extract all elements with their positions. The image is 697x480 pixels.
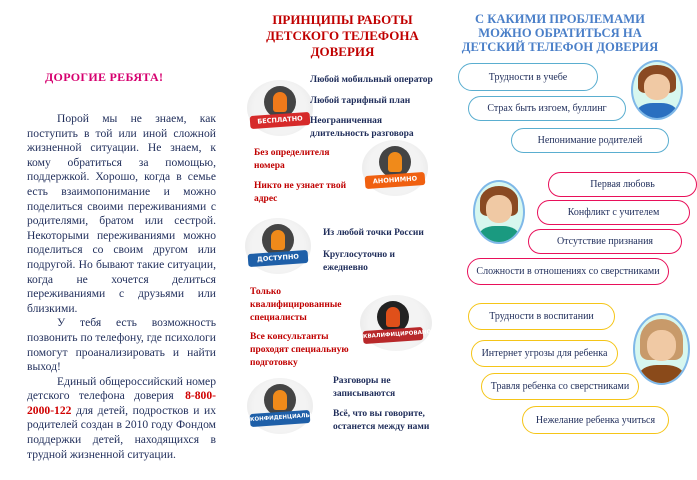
principle-text: Из любой точки России	[323, 228, 424, 238]
paragraph-text: Единый общероссийский номер детского телефона доверия	[27, 374, 216, 403]
problem-pill: Трудности в учебе	[458, 63, 598, 91]
principle-text: Любой мобильный оператор	[310, 75, 433, 85]
paragraph-text: для детей, подростков и их родителей создан в 2010 году Фондом поддержки детей, находящихся в трудной жизненной ситуации.	[27, 403, 217, 461]
paragraph: Порой мы не знаем, как поступить в той или иной сложной жизненной ситуации. Не знаем, к кому обратиться за помощью, поддержкой. Хорошо, когда в семье есть взаимопонимание и можно поделиться своими переживаниями с родителями, братом или сестрой. Некоторыми переживаниями можно поделиться со своим другом или подругой. Но бывают такие ситуации, когда не хочется делиться переживаниями с друзьями или близкими.	[27, 112, 216, 315]
principle-text: Всё, что вы говорите, останется между нами	[333, 409, 430, 432]
problems-title: С КАКИМИ ПРОБЛЕМАМИ МОЖНО ОБРАТИТЬСЯ НА ДЕТСКИЙ ТЕЛЕФОН ДОВЕРИЯ	[461, 12, 659, 54]
intro-text	[27, 112, 216, 462]
confidential-badge-icon: КОНФИДЕНЦИАЛЬНО	[247, 378, 313, 434]
qualified-badge-icon: КВАЛИФИЦИРОВАНО	[360, 295, 432, 351]
principle-text: Без определителя номера	[254, 148, 330, 171]
problem-pill: Травля ребенка со сверстниками	[481, 373, 639, 400]
principle-text: Только квалифицированные специалисты	[250, 287, 342, 323]
problem-pill: Страх быть изгоем, буллинг	[468, 96, 626, 121]
accessible-badge-icon: ДОСТУПНО	[245, 218, 311, 274]
principle-text: Никто не узнает твой адрес	[254, 181, 347, 204]
phone-number[interactable]: 8-800-2000-122	[27, 389, 217, 417]
anonymous-badge-icon: АНОНИМНО	[362, 140, 428, 196]
girl-avatar	[473, 180, 525, 244]
principle-text: Разговоры не записываются	[333, 376, 396, 399]
problem-pill: Интернет угрозы для ребенка	[471, 340, 618, 367]
problem-pill: Отсутствие признания	[528, 229, 682, 254]
principle-text: Круглосуточно и ежедневно	[323, 250, 396, 273]
problem-pill: Конфликт с учителем	[537, 200, 690, 225]
woman-avatar	[633, 313, 690, 385]
problem-pill: Нежелание ребенка учиться	[522, 406, 669, 434]
paragraph: У тебя есть возможность позвонить по телефону, где психологи помогут проанализировать и найти выход!	[27, 316, 216, 374]
boy-avatar	[631, 60, 683, 120]
principle-text: Любой тарифный план	[310, 96, 411, 106]
principle-text: Все консультанты проходят специальную подготовку	[250, 332, 349, 368]
greeting-title: ДОРОГИЕ РЕБЯТА!	[45, 70, 164, 84]
problem-pill: Трудности в воспитании	[468, 303, 615, 330]
free-badge-icon: БЕСПЛАТНО	[247, 80, 313, 136]
principles-title: ПРИНЦИПЫ РАБОТЫ ДЕТСКОГО ТЕЛЕФОНА ДОВЕРИЯ	[266, 12, 419, 59]
problem-pill: Сложности в отношениях со сверстниками	[467, 258, 669, 285]
problem-pill: Первая любовь	[548, 172, 697, 197]
problem-pill: Непонимание родителей	[511, 128, 669, 153]
principle-text: Неограниченная длительность разговора	[310, 116, 414, 139]
paragraph	[27, 375, 216, 463]
